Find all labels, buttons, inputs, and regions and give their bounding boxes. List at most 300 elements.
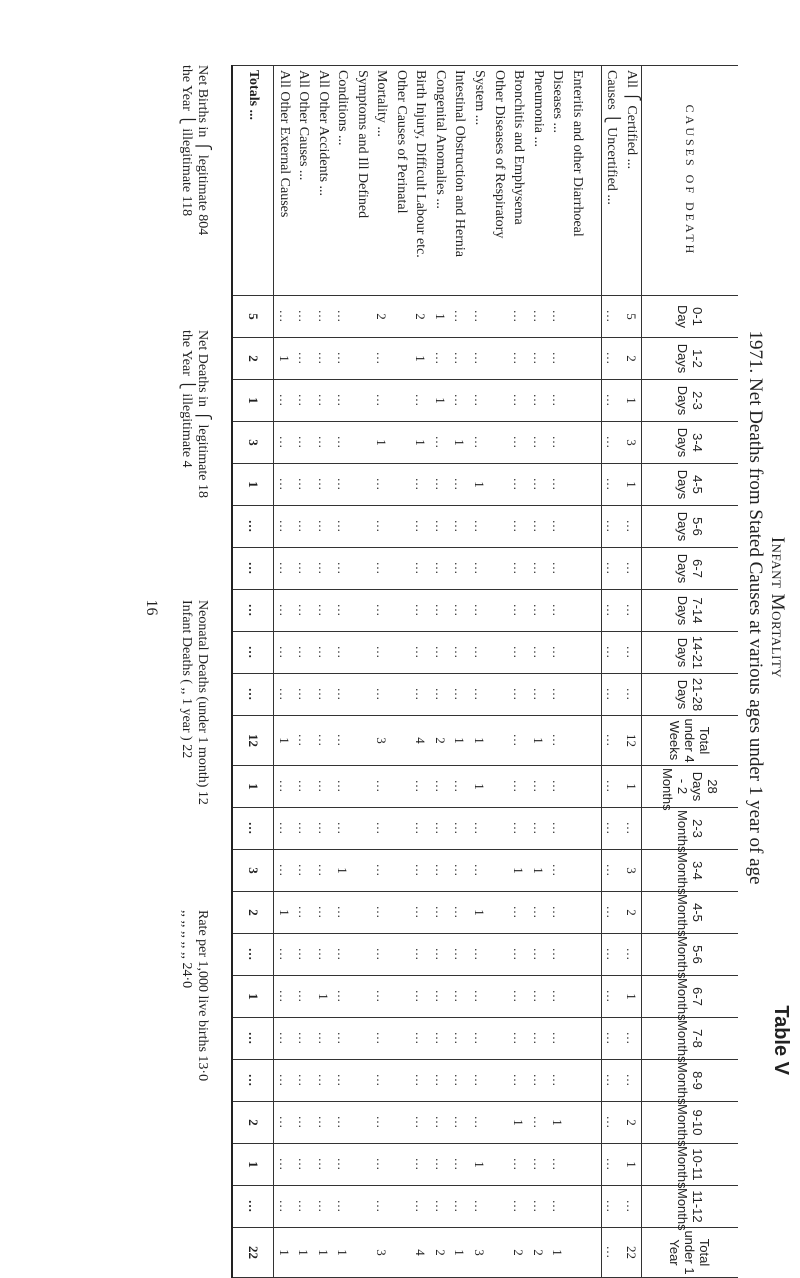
table-cell [352, 1102, 372, 1144]
table-cell [352, 1144, 372, 1186]
table-cell: ... [333, 338, 353, 380]
table-cell [352, 548, 372, 590]
cause-label: Birth Injury, Difficult Labour etc. [411, 66, 431, 296]
table-cell: 1 [313, 1228, 333, 1278]
table-cell: 2 [232, 892, 273, 934]
table-cell: ... [313, 808, 333, 850]
column-header: 4-5 Days [642, 464, 739, 506]
table-cell [352, 716, 372, 766]
table-row-diseases [547, 66, 567, 1278]
table-cell: ... [273, 808, 293, 850]
table-cell: ... [508, 422, 528, 464]
table-cell [567, 934, 587, 976]
table-cell: ... [547, 1018, 567, 1060]
table-cell: ... [547, 464, 567, 506]
table-cell: ... [313, 1186, 333, 1228]
cause-label: Conditions ... [333, 66, 353, 296]
table-cell: ... [547, 548, 567, 590]
table-cell [567, 464, 587, 506]
table-cell [567, 808, 587, 850]
table-cell: ... [273, 632, 293, 674]
table-cell: ... [333, 976, 353, 1018]
table-cell: ... [601, 1186, 621, 1228]
table-cell [391, 632, 411, 674]
table-cell: 1 [621, 976, 641, 1018]
table-cell: ... [293, 380, 313, 422]
table-cell: ... [293, 590, 313, 632]
table-body [232, 66, 642, 1278]
table-cell [489, 976, 509, 1018]
table-cell [489, 934, 509, 976]
column-header: 21-28 Days [642, 674, 739, 716]
table-cell: ... [411, 1060, 431, 1102]
cause-label: All Other External Causes [273, 66, 293, 296]
table-cell: 1 [547, 1228, 567, 1278]
table-cell: 2 [528, 1228, 548, 1278]
table-cell: ... [508, 808, 528, 850]
table-cell: 1 [621, 766, 641, 808]
table-cell: ... [508, 464, 528, 506]
table-cell: ... [293, 548, 313, 590]
infant-mortality-table [231, 65, 738, 1278]
table-cell: ... [430, 1060, 450, 1102]
table-cell: ... [508, 716, 528, 766]
table-cell: ... [601, 1102, 621, 1144]
table-cell: ... [411, 1144, 431, 1186]
table-cell: ... [450, 1018, 470, 1060]
table-cell [391, 1228, 411, 1278]
table-cell: ... [411, 464, 431, 506]
table-cell [352, 808, 372, 850]
table-cell: ... [372, 506, 392, 548]
table-cell: ... [528, 1102, 548, 1144]
table-cell: ... [547, 590, 567, 632]
table-cell: ... [508, 548, 528, 590]
table-cell: ... [528, 380, 548, 422]
table-cell: 1 [621, 464, 641, 506]
table-cell: ... [469, 1186, 489, 1228]
page-number: 16 [143, 599, 160, 616]
table-cell: ... [430, 850, 450, 892]
table-cell: ... [372, 1102, 392, 1144]
cause-label: System ... [469, 66, 489, 296]
column-header: 5-6 Months [642, 934, 739, 976]
table-cell: ... [430, 1186, 450, 1228]
table-cell: 1 [430, 296, 450, 338]
table-cell: ... [547, 422, 567, 464]
table-cell: 1 [232, 464, 273, 506]
table-cell: ... [508, 976, 528, 1018]
table-cell: ... [313, 674, 333, 716]
table-cell [352, 934, 372, 976]
table-cell: ... [469, 590, 489, 632]
table-cell: ... [469, 506, 489, 548]
table-cell [567, 1186, 587, 1228]
table-cell: ... [621, 632, 641, 674]
table-cell [567, 766, 587, 808]
table-cell: ... [293, 1060, 313, 1102]
table-cell: 12 [232, 716, 273, 766]
table-cell: ... [372, 934, 392, 976]
table-cell: ... [528, 1144, 548, 1186]
column-header: 4-5 Months [642, 892, 739, 934]
table-cell [391, 338, 411, 380]
table-cell: ... [469, 1060, 489, 1102]
table-cell: ... [450, 934, 470, 976]
table-cell: 1 [508, 1102, 528, 1144]
table-cell: ... [601, 590, 621, 632]
table-cell: ... [333, 674, 353, 716]
table-cell: ... [293, 808, 313, 850]
table-cell [391, 850, 411, 892]
table-cell: ... [430, 464, 450, 506]
table-cell: ... [601, 976, 621, 1018]
table-cell [567, 380, 587, 422]
table-cell: ... [528, 892, 548, 934]
table-cell [567, 632, 587, 674]
table-cell: ... [273, 296, 293, 338]
table-cell [391, 296, 411, 338]
table-cell: ... [411, 506, 431, 548]
cause-label: Diseases ... [547, 66, 567, 296]
table-cell [352, 632, 372, 674]
page-title: Infant Mortality [767, 536, 788, 679]
table-cell: ... [450, 674, 470, 716]
table-cell: ... [528, 1018, 548, 1060]
table-cell: ... [469, 422, 489, 464]
table-cell: 1 [528, 716, 548, 766]
table-cell [567, 716, 587, 766]
table-cell [352, 590, 372, 632]
table-cell: ... [293, 716, 313, 766]
table-cell: ... [273, 766, 293, 808]
net-births: Net Births in ⎧ legitimate 804 the Year ⎩ illegitimate 118 [179, 65, 210, 236]
table-cell [567, 674, 587, 716]
table-cell [352, 422, 372, 464]
table-cell: ... [528, 1186, 548, 1228]
column-header: Total under 1 Year [642, 1228, 739, 1278]
table-cell: ... [601, 380, 621, 422]
rate-per-thousand: Rate per 1,000 live births 13·0 ,, ,, ,, ,, ,, 24·0 [179, 910, 210, 1082]
table-cell: ... [430, 1102, 450, 1144]
table-cell: ... [293, 1144, 313, 1186]
cause-label: All Other Accidents ... [313, 66, 333, 296]
cause-label: All ⎧ Certified ... [621, 66, 641, 296]
table-cell: ... [601, 766, 621, 808]
table-cell: ... [601, 808, 621, 850]
table-cell: ... [333, 548, 353, 590]
table-cell: ... [273, 506, 293, 548]
table-cell: ... [508, 934, 528, 976]
table-cell: ... [333, 716, 353, 766]
table-cell: ... [601, 422, 621, 464]
table-cell: ... [450, 548, 470, 590]
table-cell: ... [411, 590, 431, 632]
table-cell [489, 1102, 509, 1144]
table-cell: ... [547, 632, 567, 674]
table-cell: ... [293, 506, 313, 548]
table-cell: 22 [232, 1228, 273, 1278]
table-cell [489, 1018, 509, 1060]
table-cell [391, 716, 411, 766]
table-cell: ... [430, 892, 450, 934]
table-cell [391, 934, 411, 976]
table-cell: ... [601, 1060, 621, 1102]
table-cell: ... [293, 850, 313, 892]
column-header: 8-9 Months [642, 1060, 739, 1102]
table-cell: ... [313, 422, 333, 464]
table-cell: 1 [469, 464, 489, 506]
table-cell: ... [621, 1186, 641, 1228]
table-cell [352, 674, 372, 716]
table-cell [489, 632, 509, 674]
table-cell: ... [411, 976, 431, 1018]
table-cell: ... [450, 850, 470, 892]
table-cell: ... [528, 934, 548, 976]
table-cell [489, 1060, 509, 1102]
table-cell: ... [469, 808, 489, 850]
table-cell: ... [547, 934, 567, 976]
column-header: 7-14 Days [642, 590, 739, 632]
cause-label: Bronchitis and Emphysema [508, 66, 528, 296]
cause-label: Causes ⎩ Uncertified ... [601, 66, 621, 296]
table-cell: ... [450, 1186, 470, 1228]
table-cell: ... [293, 632, 313, 674]
table-row-uncertified [601, 66, 621, 1278]
table-cell: ... [293, 296, 313, 338]
table-cell: ... [621, 934, 641, 976]
column-header: 3-4 Months [642, 850, 739, 892]
table-cell: 2 [232, 1102, 273, 1144]
table-cell: ... [273, 1018, 293, 1060]
table-cell: ... [313, 934, 333, 976]
table-cell: ... [313, 590, 333, 632]
net-deaths: Net Deaths in ⎧ legitimate 18 the Year ⎩ illegitimate 4 [179, 330, 210, 498]
table-cell: 1 [469, 892, 489, 934]
table-cell: 1 [508, 850, 528, 892]
table-cell [489, 380, 509, 422]
table-cell: ... [469, 380, 489, 422]
table-cell: ... [333, 632, 353, 674]
table-cell: ... [601, 934, 621, 976]
table-cell: ... [411, 766, 431, 808]
table-cell: ... [547, 1186, 567, 1228]
table-cell: ... [450, 808, 470, 850]
table-cell: ... [313, 1144, 333, 1186]
table-row-pneumonia [528, 66, 548, 1278]
table-cell: 1 [430, 380, 450, 422]
table-cell: ... [528, 590, 548, 632]
table-cell: ... [333, 380, 353, 422]
table-cell: 1 [372, 422, 392, 464]
table-cell: ... [528, 808, 548, 850]
table-cell: ... [430, 808, 450, 850]
table-cell: ... [547, 1144, 567, 1186]
table-cell: 2 [372, 296, 392, 338]
table-cell: ... [469, 338, 489, 380]
column-header: 7-8 Months [642, 1018, 739, 1060]
table-cell: ... [411, 1018, 431, 1060]
table-cell: ... [273, 1102, 293, 1144]
cause-label: All Other Causes ... [293, 66, 313, 296]
table-cell: ... [601, 850, 621, 892]
table-cell: ... [621, 1060, 641, 1102]
table-cell: 1 [273, 716, 293, 766]
table-cell: ... [430, 674, 450, 716]
page-subtitle: 1971. Net Deaths from Stated Causes at various ages under 1 year of age [745, 330, 766, 885]
table-cell: ... [411, 548, 431, 590]
cause-label: Intestinal Obstruction and Hernia [450, 66, 470, 296]
table-cell: ... [293, 464, 313, 506]
column-header: 28 Days - 2 Months [642, 766, 739, 808]
table-cell: ... [293, 1018, 313, 1060]
table-cell: 2 [430, 716, 450, 766]
neonatal-infant-deaths: Neonatal Deaths (under 1 month) 12 Infant Deaths ( ,, 1 year ) 22 [179, 600, 210, 805]
table-cell [391, 1018, 411, 1060]
table-cell: 1 [333, 1228, 353, 1278]
table-cell [489, 1228, 509, 1278]
table-cell: ... [372, 850, 392, 892]
table-cell: ... [547, 1060, 567, 1102]
table-cell: ... [450, 380, 470, 422]
cause-label: Symptoms and Ill Defined [352, 66, 372, 296]
table-cell: 4 [411, 716, 431, 766]
table-cell [391, 506, 411, 548]
table-cell: ... [621, 590, 641, 632]
table-cell: ... [528, 422, 548, 464]
table-cell: ... [333, 1102, 353, 1144]
table-cell: ... [273, 1060, 293, 1102]
table-cell: ... [273, 380, 293, 422]
table-row-bronchitis [508, 66, 528, 1278]
table-cell: ... [411, 632, 431, 674]
table-cell [567, 976, 587, 1018]
table-cell: ... [508, 380, 528, 422]
table-cell: ... [273, 1186, 293, 1228]
header-row [642, 66, 739, 1278]
table-cell: ... [273, 422, 293, 464]
table-row-birth-injury [411, 66, 431, 1278]
table-cell: ... [372, 380, 392, 422]
table-cell: ... [528, 548, 548, 590]
table-cell: 4 [411, 1228, 431, 1278]
table-cell: ... [293, 422, 313, 464]
table-cell [352, 892, 372, 934]
table-cell: ... [273, 976, 293, 1018]
table-cell: ... [293, 766, 313, 808]
table-cell: 1 [469, 766, 489, 808]
table-cell: ... [469, 976, 489, 1018]
column-header: Total under 4 Weeks [642, 716, 739, 766]
table-cell: ... [273, 934, 293, 976]
table-cell: ... [508, 1060, 528, 1102]
table-cell: ... [333, 422, 353, 464]
table-cell: ... [232, 808, 273, 850]
table-cell: ... [313, 766, 333, 808]
table-row-congenital [430, 66, 450, 1278]
table-cell: ... [333, 766, 353, 808]
table-cell: ... [547, 674, 567, 716]
table-cell: ... [508, 590, 528, 632]
table-cell: ... [547, 296, 567, 338]
table-cell: 1 [313, 976, 333, 1018]
table-cell: ... [232, 590, 273, 632]
table-cell: ... [372, 976, 392, 1018]
table-cell: 1 [273, 892, 293, 934]
table-cell [391, 808, 411, 850]
table-cell: ... [232, 632, 273, 674]
table-cell: 1 [469, 716, 489, 766]
table-cell [567, 296, 587, 338]
table-cell: ... [333, 464, 353, 506]
column-header: 3-4 Days [642, 422, 739, 464]
table-cell: ... [450, 464, 470, 506]
table-cell: ... [547, 380, 567, 422]
table-cell: 1 [273, 338, 293, 380]
table-cell [352, 1186, 372, 1228]
table-cell: ... [430, 338, 450, 380]
table-cell: ... [273, 590, 293, 632]
table-cell: ... [293, 338, 313, 380]
table-cell: ... [372, 766, 392, 808]
cause-label: Other Diseases of Respiratory [489, 66, 509, 296]
cause-label: Other Causes of Perinatal [391, 66, 411, 296]
table-cell: ... [450, 892, 470, 934]
table-cell: ... [372, 1060, 392, 1102]
table-cell: ... [313, 1060, 333, 1102]
causes-header: CAUSES OF DEATH [642, 66, 739, 296]
table-cell: ... [601, 548, 621, 590]
column-header: 10-11 Months [642, 1144, 739, 1186]
table-cell [489, 338, 509, 380]
column-header: 6-7 Days [642, 548, 739, 590]
table-cell [489, 296, 509, 338]
table-cell: ... [450, 506, 470, 548]
table-cell [352, 506, 372, 548]
table-row-conditions [333, 66, 353, 1278]
table-cell [391, 422, 411, 464]
table-cell [391, 892, 411, 934]
table-cell: ... [372, 1144, 392, 1186]
table-cell: ... [601, 506, 621, 548]
table-cell: ... [293, 976, 313, 1018]
table-cell: ... [430, 506, 450, 548]
table-row-enteritis [567, 66, 587, 1278]
table-cell: 1 [450, 716, 470, 766]
table-cell [567, 422, 587, 464]
table-cell: ... [333, 892, 353, 934]
table-cell: ... [621, 506, 641, 548]
table-cell: ... [333, 1018, 353, 1060]
table-cell: ... [601, 1228, 621, 1278]
table-cell: ... [411, 808, 431, 850]
table-cell: ... [372, 632, 392, 674]
table-cell: 1 [621, 1144, 641, 1186]
table-cell: ... [450, 1144, 470, 1186]
table-cell: ... [232, 506, 273, 548]
table-row-accidents [313, 66, 333, 1278]
table-row-system [469, 66, 489, 1278]
table-cell: ... [508, 632, 528, 674]
table-cell: ... [273, 1144, 293, 1186]
cause-label: Totals ... [232, 66, 273, 296]
spacer-row [586, 66, 601, 1278]
table-cell: ... [528, 766, 548, 808]
table-cell [567, 1228, 587, 1278]
table-cell [489, 766, 509, 808]
table-cell: ... [293, 1186, 313, 1228]
table-cell: ... [372, 548, 392, 590]
